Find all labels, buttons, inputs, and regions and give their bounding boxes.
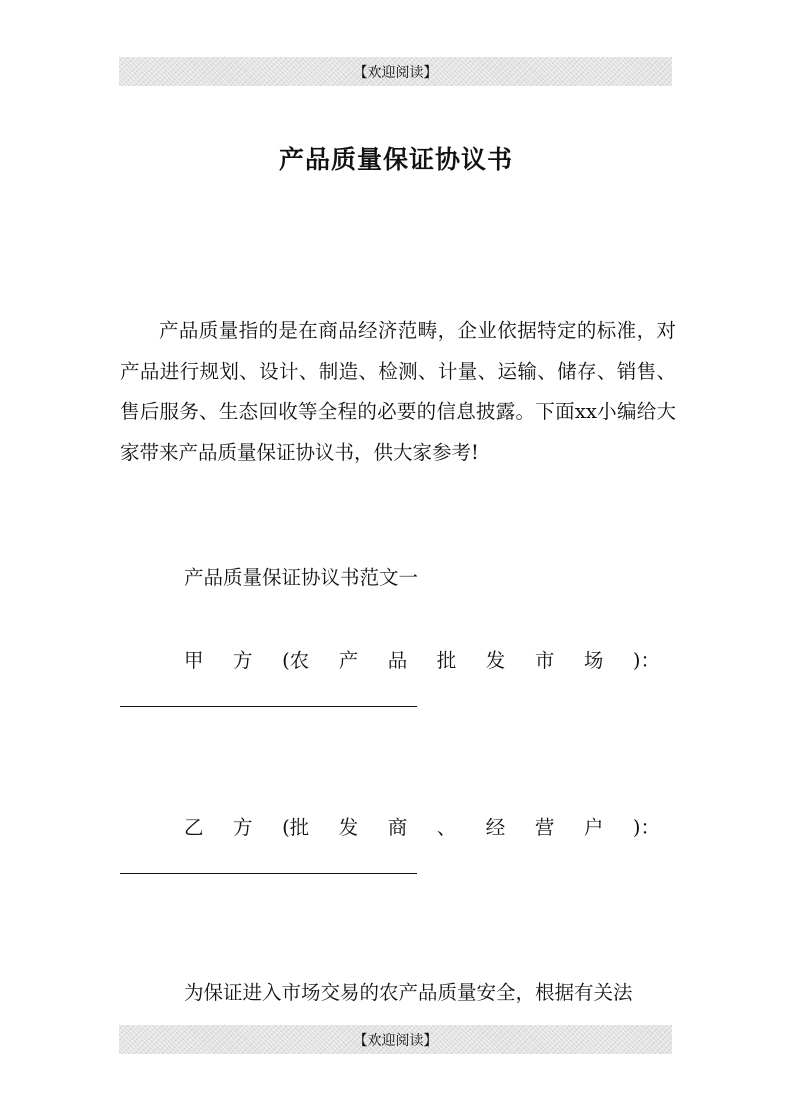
party-b-char: 经	[485, 816, 506, 839]
party-b-label	[184, 812, 660, 840]
party-a-char: 品	[387, 649, 408, 672]
party-a-signature-line	[120, 706, 417, 707]
party-a-char: 发	[485, 649, 506, 672]
party-b-char: 、	[436, 816, 457, 839]
party-a-label	[184, 645, 660, 673]
party-a-char: 批	[436, 649, 457, 672]
party-a-char: 场	[583, 649, 604, 672]
document-title: 产品质量保证协议书	[278, 145, 513, 174]
intro-paragraph: 产品质量指的是在商品经济范畴，企业依据特定的标准，对产品进行规划、设计、制造、检测、计量、运输、储存、销售、售后服务、生态回收等全程的必要的信息披露。下面xx小编给大家带来产品质量保证协议书，供大家参考!	[120, 319, 676, 464]
party-a-char: 产	[338, 649, 359, 672]
party-b-char: (批	[282, 816, 310, 839]
party-a-char: )：	[632, 649, 660, 672]
party-b-char: )：	[632, 816, 660, 839]
party-a-char: 市	[534, 649, 555, 672]
party-b-char: 方	[233, 816, 253, 839]
footer-banner	[119, 1025, 672, 1054]
party-b-char: 营	[534, 816, 555, 839]
party-a-char: 甲	[184, 649, 204, 672]
party-b-char: 发	[338, 816, 359, 839]
party-a-char: 方	[233, 649, 253, 672]
header-banner	[119, 57, 672, 86]
party-b-char: 乙	[184, 816, 204, 839]
closing-paragraph: 为保证进入市场交易的农产品质量安全，根据有关法	[184, 981, 633, 1004]
party-b-char: 户	[583, 816, 604, 839]
section-heading: 产品质量保证协议书范文一	[184, 566, 419, 589]
party-b-signature-line	[120, 873, 417, 874]
party-b-char: 商	[387, 816, 408, 839]
footer-banner-text: 【欢迎阅读】	[353, 1032, 438, 1049]
header-banner-text: 【欢迎阅读】	[353, 64, 438, 81]
party-a-char: (农	[282, 649, 310, 672]
